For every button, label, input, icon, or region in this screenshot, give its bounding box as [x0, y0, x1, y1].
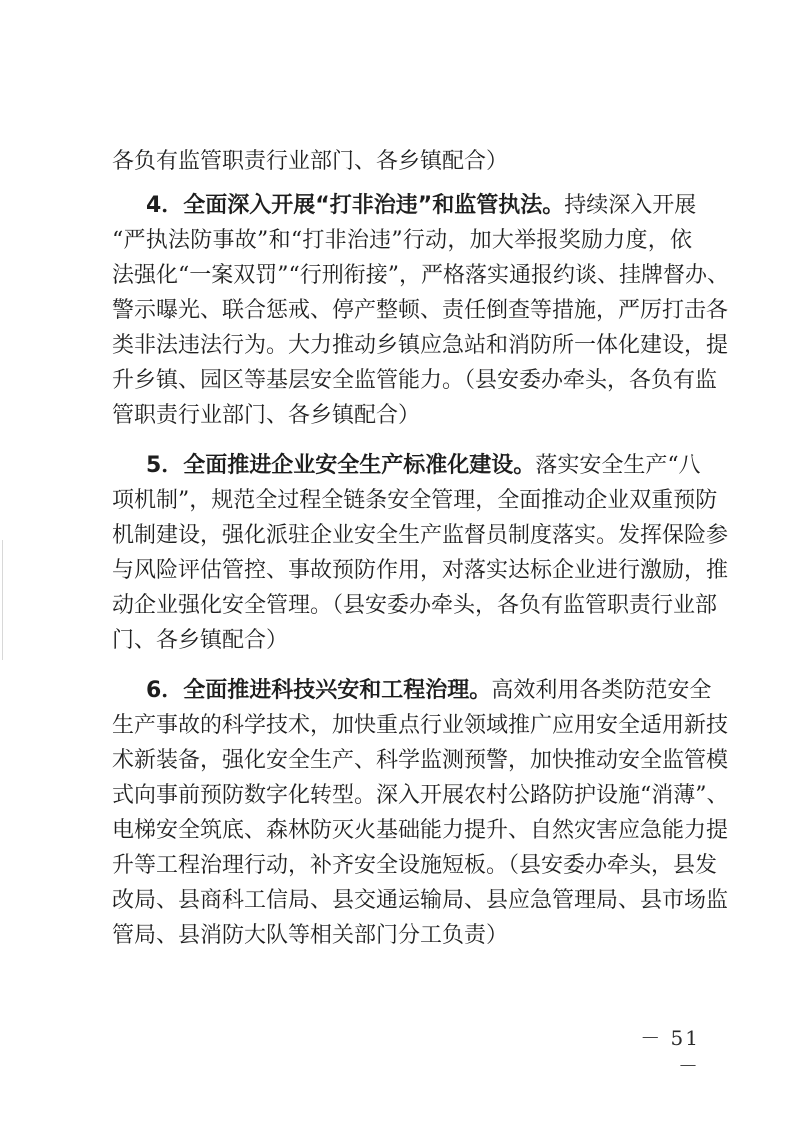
page-number: － 51 －: [640, 1026, 700, 1078]
body-line-21: 改局、县商科工信局、县交通运输局、县应急管理局、县市场监: [112, 888, 729, 913]
body-line-10: 项机制”，规范全过程全链条安全管理，全面推动企业双重预防: [112, 488, 718, 513]
item-4-heading: 4．全面深入开展“打非治违”和监管执法。: [146, 193, 565, 218]
body-line-3: “严执法防事故”和“打非治违”行动，加大举报奖励力度，依: [112, 228, 692, 253]
body-line-17: 术新装备，强化安全生产、科学监测预警，加快推动安全监管模: [112, 748, 729, 773]
item-5-text: 落实安全生产“八: [535, 453, 701, 478]
item-5-heading: 5．全面推进企业安全生产标准化建设。: [146, 453, 536, 478]
body-line-11: 机制建设，强化派驻企业安全生产监督员制度落实。发挥保险参: [112, 523, 729, 548]
body-line-1: 各负有监管职责行业部门、各乡镇配合）: [112, 149, 509, 174]
body-line-22: 管局、县消防大队等相关部门分工负责）: [112, 923, 509, 948]
body-line-14: 门、各乡镇配合）: [112, 628, 289, 653]
body-line-20: 升等工程治理行动，补齐安全设施短板。（县安委办牵头，县发: [112, 853, 718, 878]
body-line-19: 电梯安全筑底、森林防灭火基础能力提升、自然灾害应急能力提: [112, 818, 729, 843]
item-4-heading-line: [146, 186, 697, 226]
body-line-5: 警示曝光、联合惩戒、停产整顿、责任倒查等措施，严厉打击各: [112, 298, 729, 323]
body-line-12: 与风险评估管控、事故预防作用，对落实达标企业进行激励，推: [112, 558, 729, 583]
body-line-8: 管职责行业部门、各乡镇配合）: [112, 403, 421, 428]
scan-edge-mark: [2, 540, 3, 660]
item-6-text: 高效利用各类防范安全: [491, 678, 712, 703]
body-line-7: 升乡镇、园区等基层安全监管能力。（县安委办牵头，各负有监: [112, 368, 718, 393]
body-line-6: 类非法违法行为。大力推动乡镇应急站和消防所一体化建设，提: [112, 333, 729, 358]
body-line-4: 法强化“一案双罚”“行刑衔接”，严格落实通报约谈、挂牌督办、: [112, 263, 729, 288]
item-6-heading-line: [146, 671, 712, 711]
item-4-text: 持续深入开展: [564, 193, 697, 218]
body-line-16: 生产事故的科学技术，加快重点行业领域推广应用安全适用新技: [112, 713, 729, 738]
body-line-13: 动企业强化安全管理。（县安委办牵头，各负有监管职责行业部: [112, 593, 718, 618]
body-line-18: 式向事前预防数字化转型。深入开展农村公路防护设施“消薄”、: [112, 783, 729, 808]
item-6-heading: 6．全面推进科技兴安和工程治理。: [146, 678, 492, 703]
item-5-heading-line: [146, 446, 701, 486]
